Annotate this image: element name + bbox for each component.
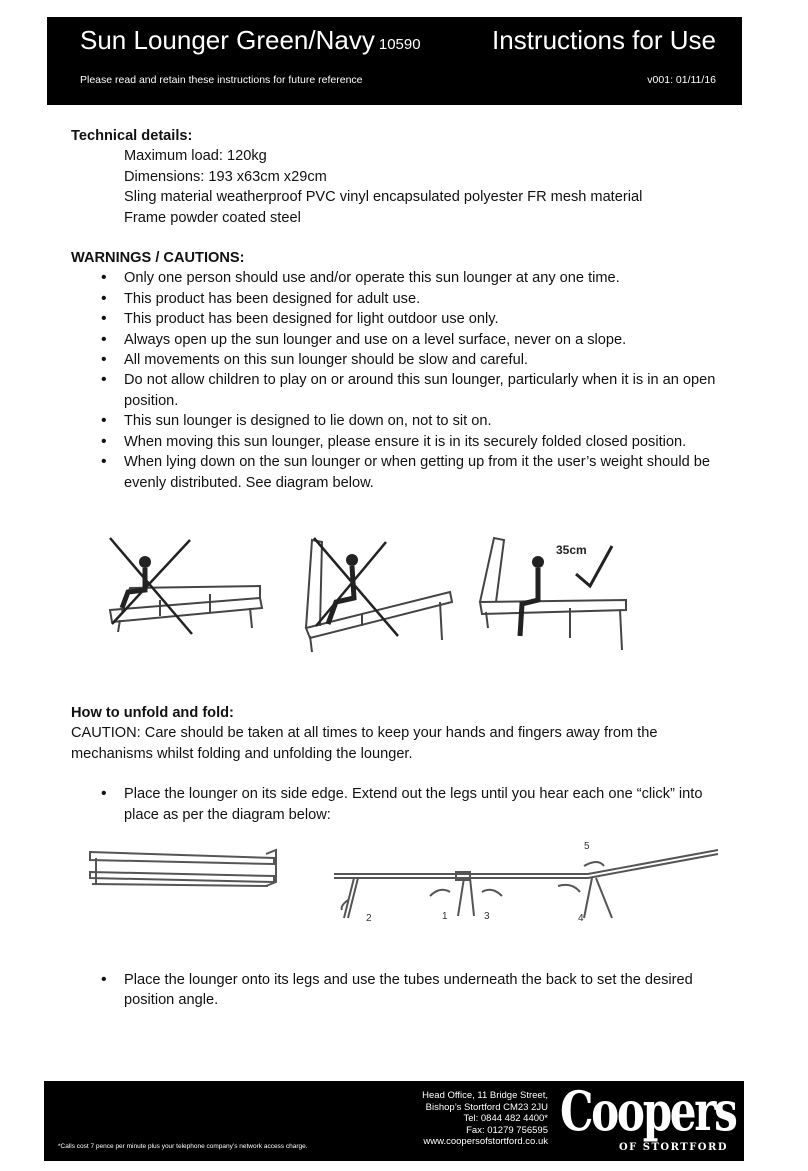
sitting-positions-diagram — [100, 528, 640, 660]
warning-item: • Do not allow children to play on or around this sun lounger, particularly when it is in an open position. — [71, 370, 741, 411]
unfold-caution: CAUTION: Care should be taken at all times to keep your hands and fingers away from the mechanisms whilst folding and unfolding the lounger. — [71, 725, 658, 762]
warning-item: • This product has been designed for adult use. — [71, 289, 741, 309]
position-section — [71, 970, 741, 1011]
technical-heading: Technical details: — [71, 128, 193, 144]
warnings-heading: WARNINGS / CAUTIONS: — [71, 250, 245, 267]
address-line: Fax: 01279 756595 — [466, 1124, 548, 1136]
step-label: 1 — [442, 911, 448, 922]
technical-item: Dimensions: 193 x63cm x29cm — [124, 168, 327, 185]
coopers-logo — [560, 1079, 736, 1157]
technical-item: Frame powder coated steel — [124, 209, 301, 226]
unfold-section — [71, 703, 741, 825]
product-name: Sun Lounger Green/Navy — [80, 25, 375, 55]
distance-label: 35cm — [556, 543, 587, 557]
address-line: Head Office, 11 Bridge Street, — [422, 1090, 548, 1101]
step-label: 4 — [578, 913, 584, 924]
unfold-step: • Place the lounger on its side edge. Extend out the legs until you hear each one “click” into place as per the diagram below: — [71, 784, 741, 825]
header-subtitle: Please read and retain these instructions for future reference — [80, 74, 363, 86]
warnings-list — [71, 268, 741, 492]
warning-item: • When lying down on the sun lounger or when getting up from it the user’s weight should be evenly distributed. See diagram below. — [71, 452, 741, 493]
technical-list — [71, 146, 741, 228]
unfold-steps — [71, 784, 741, 825]
warning-item: • When moving this sun lounger, please ensure it is in its securely folded closed position. — [71, 432, 741, 452]
logo-wordmark: Coopers — [560, 1079, 736, 1143]
step-label: 2 — [366, 913, 372, 924]
warning-item: • Only one person should use and/or operate this sun lounger at any one time. — [71, 268, 741, 288]
technical-item: Maximum load: 120kg — [124, 148, 267, 165]
document-header — [47, 17, 742, 105]
position-step: • Place the lounger onto its legs and use the tubes underneath the back to set the desired position angle. — [71, 970, 741, 1011]
product-code: 10590 — [378, 36, 421, 53]
unfold-diagram — [86, 838, 726, 934]
unfolded-lounger — [334, 850, 718, 918]
instructions-title: Instructions for Use — [492, 25, 716, 55]
call-cost-note: *Calls cost 7 pence per minute plus your telephone company’s network access charge. — [58, 1143, 308, 1150]
warning-item: • This sun lounger is designed to lie down on, not to sit on. — [71, 411, 741, 431]
step-label: 5 — [584, 841, 590, 852]
address-line: Bishop’s Stortford CM23 2JU — [425, 1101, 548, 1113]
technical-item: Sling material weatherproof PVC vinyl encapsulated polyester FR mesh material — [124, 189, 643, 206]
warning-item: • Always open up the sun lounger and use on a level surface, never on a slope. — [71, 330, 741, 350]
document-body — [71, 126, 741, 493]
version-label: v001: 01/11/16 — [647, 74, 716, 86]
wrong-sitting-figure-2 — [306, 538, 452, 652]
unfold-heading: How to unfold and fold: — [71, 705, 234, 721]
folded-lounger — [90, 850, 276, 886]
warning-item: • This product has been designed for light outdoor use only. — [71, 309, 741, 329]
wrong-sitting-figure-1 — [110, 538, 262, 634]
document-title — [80, 25, 421, 56]
address-line: Tel: 0844 482 4400* — [463, 1113, 548, 1124]
correct-sitting-figure — [480, 538, 626, 650]
head-office-address — [422, 1090, 548, 1148]
document-footer — [44, 1081, 744, 1161]
step-label: 3 — [484, 911, 490, 922]
logo-subtitle: OF STORTFORD — [618, 1142, 728, 1153]
website-link[interactable]: www.coopersofstortford.co.uk — [423, 1136, 548, 1147]
position-steps — [71, 970, 741, 1011]
warning-item: • All movements on this sun lounger should be slow and careful. — [71, 350, 741, 370]
